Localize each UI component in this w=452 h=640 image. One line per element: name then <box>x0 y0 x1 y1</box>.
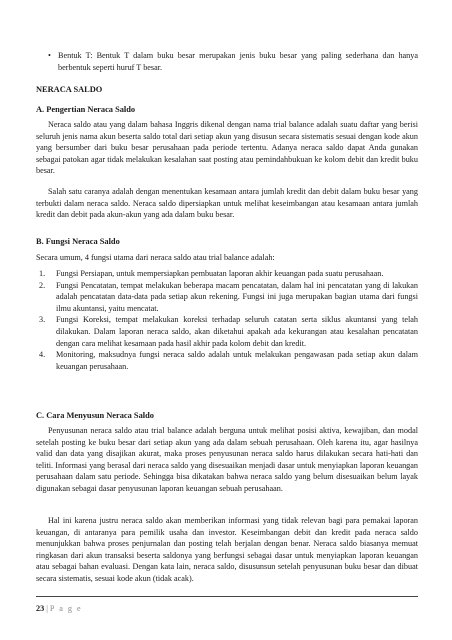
subheading-b: B. Fungsi Neraca Saldo <box>36 237 120 246</box>
bullet-item <box>48 50 418 73</box>
subheading-a: A. Pengertian Neraca Saldo <box>36 105 136 114</box>
section-heading: NERACA SALDO <box>36 85 103 94</box>
list-item: 4. Monitoring, maksudnya fungsi neraca saldo adalah untuk melakukan pengawasan pada setiap akun dalam keuangan perusahaan. <box>39 350 418 371</box>
footer-divider <box>36 596 418 597</box>
page-number: 23 <box>36 604 45 613</box>
subheading-c: C. Cara Menyusun Neraca Saldo <box>36 411 154 420</box>
paragraph-c2: Hal ini karena justru neraca saldo akan memberikan informasi yang tidak relevan bagi para pemakai laporan keuangan, di antaranya para pemilik usaha dan investor. Keseimbangan debit dan kredit pada neraca saldo menunjukkan bahwa proses penjurnalan dan posting telah berjalan dengan benar. Neraca saldo biasanya memuat ringkasan dari akun transaksi beserta saldonya yang berfungsi sebagai dasar untuk menyiapkan laporan keuangan atau sebagai bahan evaluasi. Dengan kata lain, neraca saldo, disusunsun setelah penyusunan buku besar dan dibuat secara sistematis, sesuai kode akun (tidak acak). <box>36 516 418 583</box>
page-footer <box>36 603 82 614</box>
paragraph-a1: Neraca saldo atau yang dalam bahasa Inggris dikenal dengan nama trial balance adalah suatu daftar yang berisi seluruh jenis nama akun beserta saldo total dari setiap akun yang disusun secara sistematis sesuai dengan kode akun yang bersumber dari buku besar perusahaan pada periode tertentu. Adanya neraca saldo dapat Anda gunakan sebagai patokan agar tidak melakukan kesalahan saat posting atau pemindahbukuan ke kolom debit dan kredit buku besar. <box>36 120 418 176</box>
list-item: 3. Fungsi Koreksi, tempat melakukan koreksi terhadap seluruh catatan serta siklus akuntansi yang telah dilakukan. Dalam laporan neraca saldo, akan diketahui apakah ada kekurangan atau kesalahan pencatatan dengan cara melihat kesamaan pada hasil akhir pada kolom debit dan kredit. <box>39 315 418 348</box>
list-item: 1. Fungsi Persiapan, untuk mempersiapkan pembuatan laporan akhir keuangan pada suatu perusahaan. <box>39 269 384 278</box>
list-item: 2. Fungsi Pencatatan, tempat melakukan beberapa macam pencatatan, dalam hal ini pencatatan yang di lakukan adalah pencatatan data-data pada setiap akun rekening. Fungsi ini juga merupakan bagian utama dari fungsi ilmu akuntansi, yaitu mencatat. <box>39 280 418 313</box>
paragraph-b-intro: Secara umum, 4 fungsi utama dari neraca saldo atau trial balance adalah: <box>36 253 275 262</box>
footer-separator: | <box>46 604 48 613</box>
paragraph-a2: Salah satu caranya adalah dengan menentukan kesamaan antara jumlah kredit dan debit dalam buku besar yang terbukti dalam neraca saldo. Neraca saldo dipersiapkan untuk melihat keseimbangan atau kesamaan antara jumlah kredit dan debit pada akun-akun yang ada dalam buku besar. <box>36 187 418 220</box>
bullet-dot-icon: • <box>48 51 51 60</box>
bullet-text: Bentuk T: Bentuk T dalam buku besar merupakan jenis buku besar yang paling sederhana dan hanya berbentuk seperti huruf T besar. <box>58 51 418 72</box>
function-list <box>36 268 418 372</box>
paragraph-c1: Penyusunan neraca saldo atau trial balance adalah berguna untuk melihat posisi aktiva, kewajiban, dan modal setelah posting ke buku besar dari setiap akun yang ada dalam sebuah perusahaan. Oleh karena itu, agar hasilnya valid dan data yang disajikan akurat, maka proses penyusunan neraca saldo harus dilakukan secara hati-hati dan teliti. Informasi yang berasal dari neraca saldo yang disesuaikan menjadi dasar untuk menyiapkan laporan keuangan perusahaan dalam satu periode. Sehingga bisa dikatakan bahwa neraca saldo yang belum disesuaikan belum layak digunakan sebagai dasar penyusunan laporan keuangan sebuah perusahaan. <box>36 426 418 493</box>
page-label: P a g e <box>49 604 83 613</box>
